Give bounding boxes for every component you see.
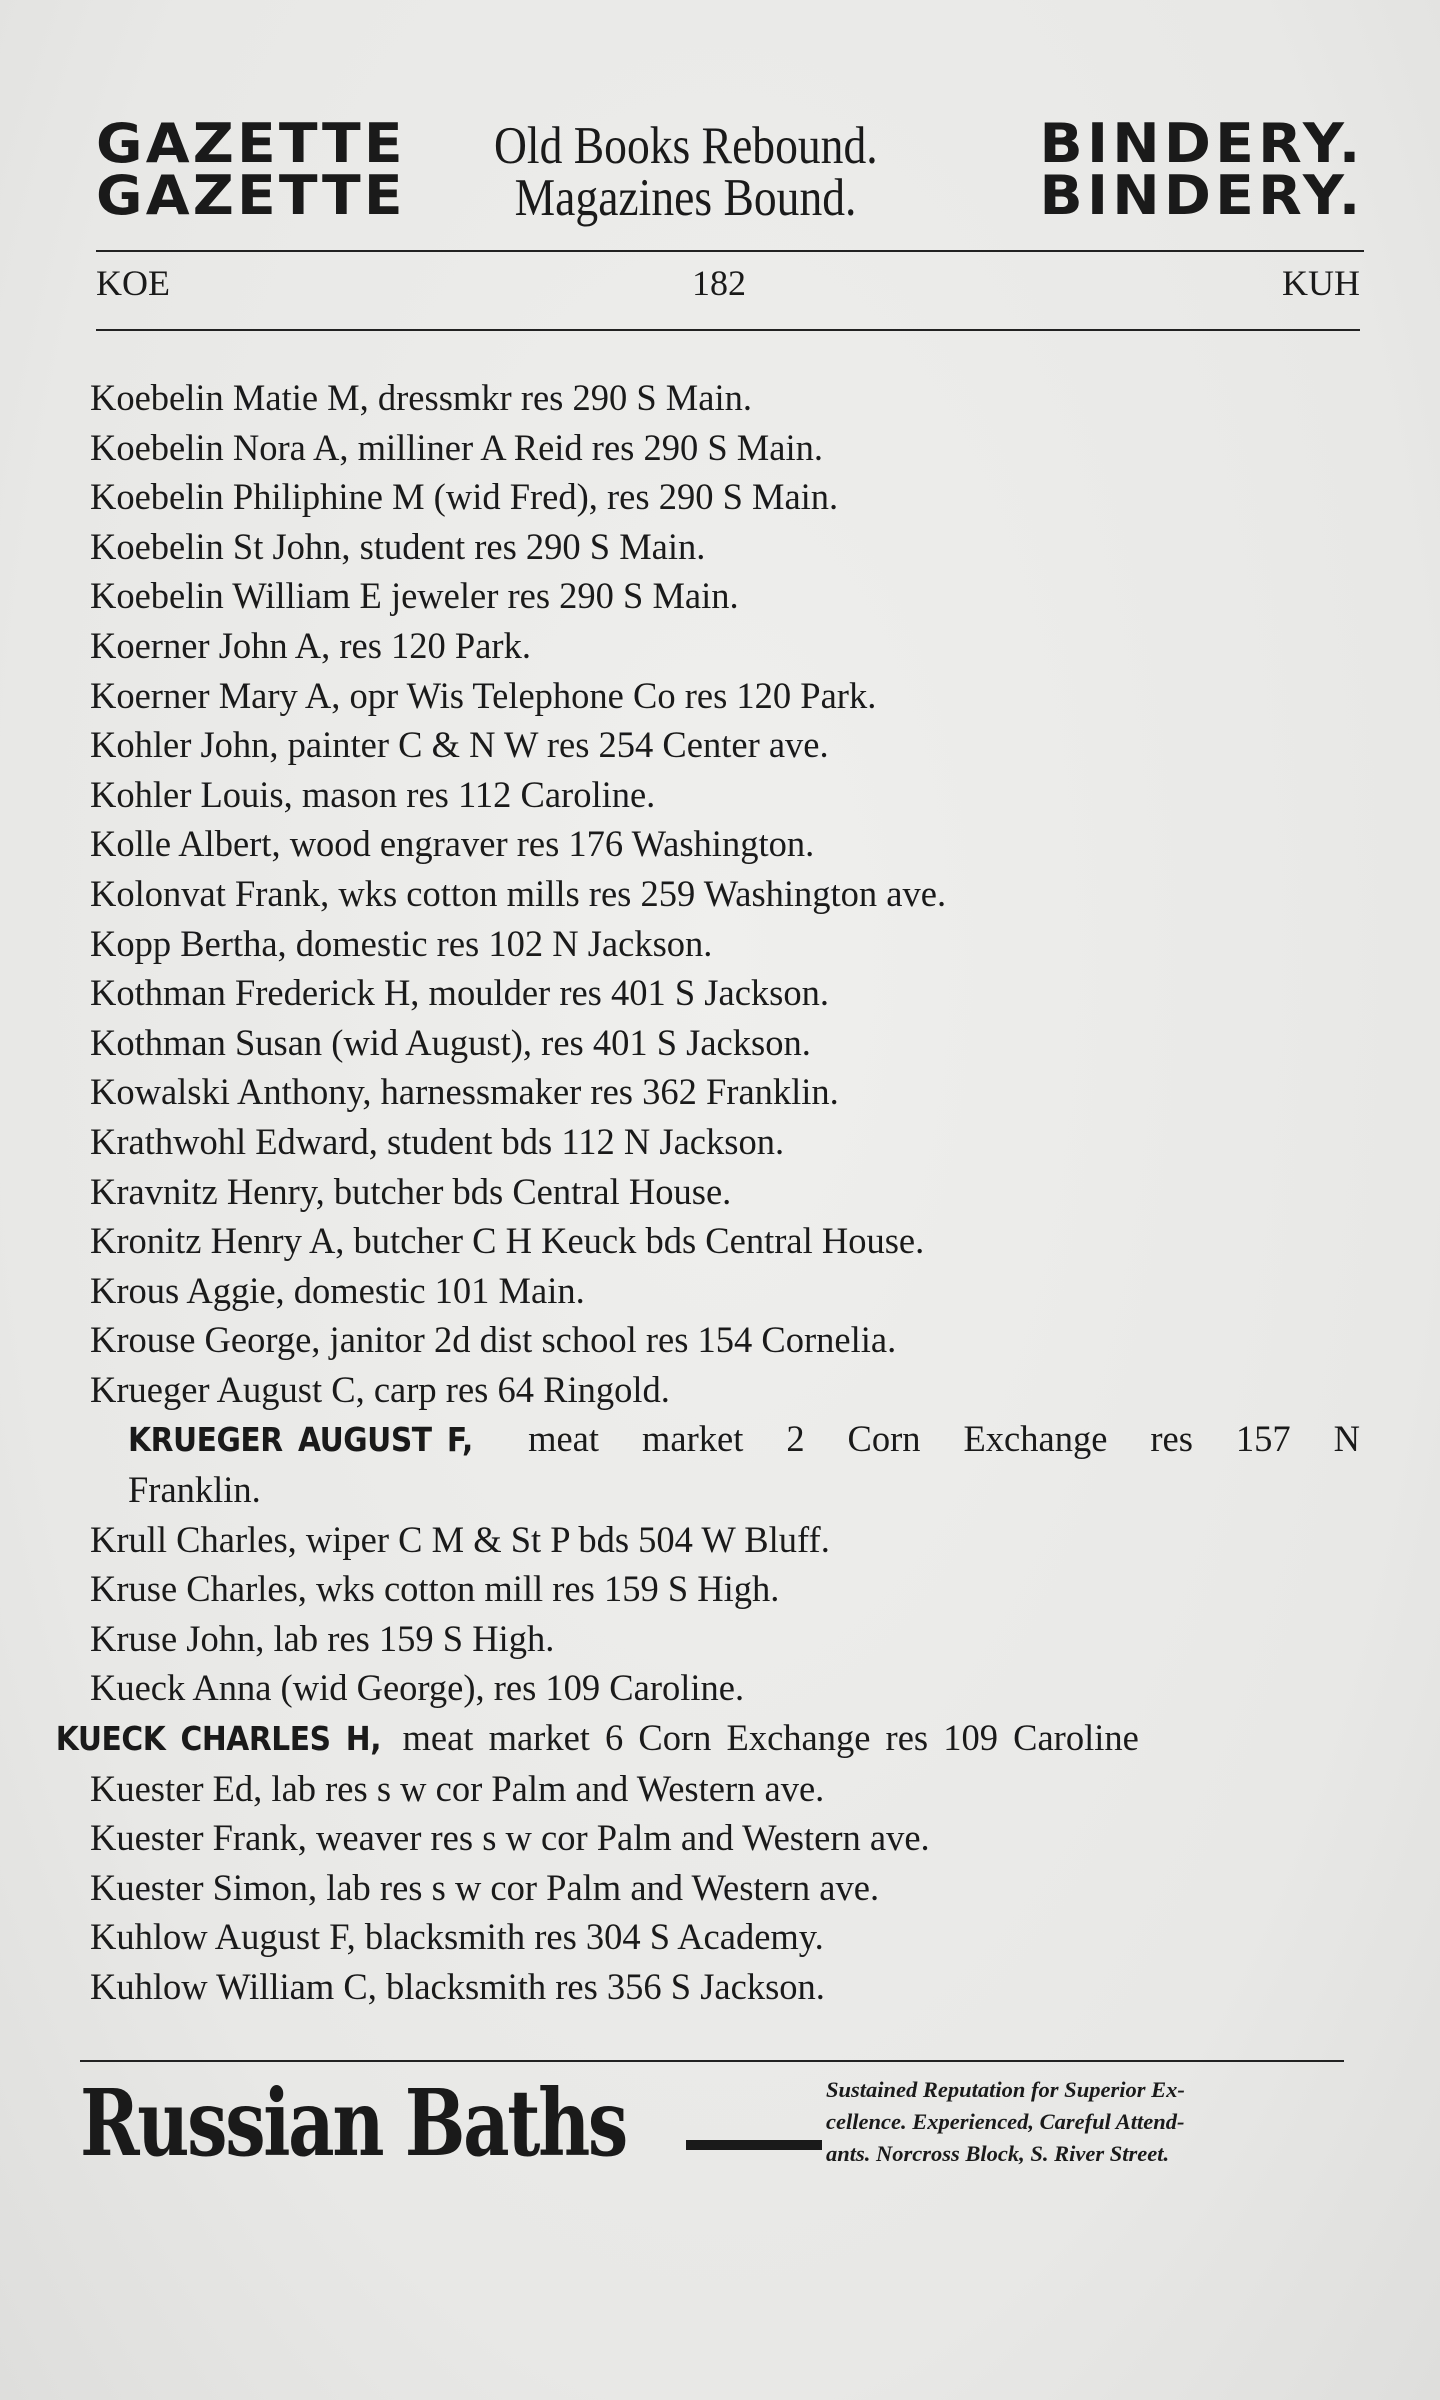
ad-bindery-text: BINDERY. BINDERY. xyxy=(1039,112,1364,227)
directory-entry: Kravnitz Henry, butcher bds Central House. xyxy=(90,1170,732,1212)
entry-bold-name: KUECK CHARLES H, xyxy=(55,1719,382,1759)
entry-continuation: Franklin. xyxy=(128,1469,261,1511)
directory-entry: Kopp Bertha, domestic res 102 N Jackson. xyxy=(90,922,713,964)
entry-text: meat market 6 Corn Exchange res 109 Caroline xyxy=(402,1717,1139,1759)
directory-entry: Kronitz Henry A, butcher C H Keuck bds Central House. xyxy=(90,1220,925,1262)
directory-entry: Krous Aggie, domestic 101 Main. xyxy=(90,1269,585,1311)
directory-entry: Kothman Frederick H, moulder res 401 S Jackson. xyxy=(90,972,829,1014)
header-first-entry: KOE xyxy=(96,263,170,303)
directory-entry: Kuester Simon, lab res s w cor Palm and Western ave. xyxy=(90,1866,880,1908)
directory-entry: Kolle Albert, wood engraver res 176 Washington. xyxy=(90,823,815,865)
entry-text: meat market 2 Corn Exchange res 157 N xyxy=(528,1418,1361,1460)
directory-entry: Koerner Mary A, opr Wis Telephone Co res 120 Park. xyxy=(90,674,877,716)
directory-entry: Kruse John, lab res 159 S High. xyxy=(90,1617,555,1659)
directory-entry: Kothman Susan (wid August), res 401 S Jackson. xyxy=(90,1021,811,1063)
ad-dash xyxy=(686,2140,822,2150)
bindery-advertisement xyxy=(96,112,1364,236)
directory-entry: Krouse George, janitor 2d dist school res 154 Cornelia. xyxy=(90,1319,897,1361)
directory-entry: Koebelin William E jeweler res 290 S Main. xyxy=(90,575,739,617)
running-header xyxy=(96,262,1360,312)
directory-entry: Koebelin Philiphine M (wid Fred), res 290 S Main. xyxy=(90,476,839,518)
directory-entry: Kowalski Anthony, harnessmaker res 362 Franklin. xyxy=(90,1071,839,1113)
directory-entries xyxy=(55,373,1361,2012)
directory-entry: Kohler John, painter C & N W res 254 Center ave. xyxy=(90,724,829,766)
directory-entry: Krull Charles, wiper C M & St P bds 504 W Bluff. xyxy=(90,1518,830,1560)
header-divider xyxy=(96,329,1360,331)
directory-entry: Kolonvat Frank, wks cotton mills res 259 Washington ave. xyxy=(90,872,947,914)
entry-first-line xyxy=(55,1717,1139,1759)
ad-service-text: Old Books Rebound. Magazines Bound. xyxy=(494,117,878,227)
entry-bold-name: KRUEGER AUGUST F, xyxy=(128,1420,473,1460)
directory-entry: Krueger August C, carp res 64 Ringold. xyxy=(90,1368,670,1410)
directory-entry: Kuester Ed, lab res s w cor Palm and Western ave. xyxy=(90,1767,825,1809)
ad-title: Russian Baths xyxy=(80,2069,626,2177)
header-last-entry: KUH xyxy=(1282,263,1360,303)
top-ad-divider xyxy=(96,250,1364,252)
directory-entry: Kuhlow August F, blacksmith res 304 S Academy. xyxy=(90,1916,824,1958)
russian-baths-advertisement xyxy=(80,2068,1344,2188)
directory-entry: Koerner John A, res 120 Park. xyxy=(90,624,531,666)
directory-entry: Kruse Charles, wks cotton mill res 159 S High. xyxy=(90,1568,780,1610)
ad-gazette-text: GAZETTE GAZETTE xyxy=(96,112,406,227)
directory-entry: Koebelin Matie M, dressmkr res 290 S Main. xyxy=(90,377,752,418)
directory-entry: Kohler Louis, mason res 112 Caroline. xyxy=(90,773,656,815)
ad-blurb: Sustained Reputation for Superior Ex- cellence. Experienced, Careful Attend- ants. Norcross Block, S. River Street. xyxy=(826,2077,1185,2166)
directory-entry xyxy=(90,1414,1360,1514)
entry-first-line xyxy=(128,1414,1360,1465)
directory-entry: Koebelin Nora A, milliner A Reid res 290 S Main. xyxy=(90,426,823,468)
directory-entry: Koebelin St John, student res 290 S Main. xyxy=(90,525,706,567)
directory-entry: Kuester Frank, weaver res s w cor Palm and Western ave. xyxy=(90,1817,930,1859)
directory-entry xyxy=(55,1713,1360,1764)
page-number: 182 xyxy=(692,263,746,303)
directory-entry: Kuhlow William C, blacksmith res 356 S Jackson. xyxy=(90,1966,825,2007)
bottom-ad-divider xyxy=(80,2060,1344,2062)
directory-entry: Krathwohl Edward, student bds 112 N Jackson. xyxy=(90,1120,785,1162)
directory-entry: Kueck Anna (wid George), res 109 Caroline. xyxy=(90,1667,745,1709)
